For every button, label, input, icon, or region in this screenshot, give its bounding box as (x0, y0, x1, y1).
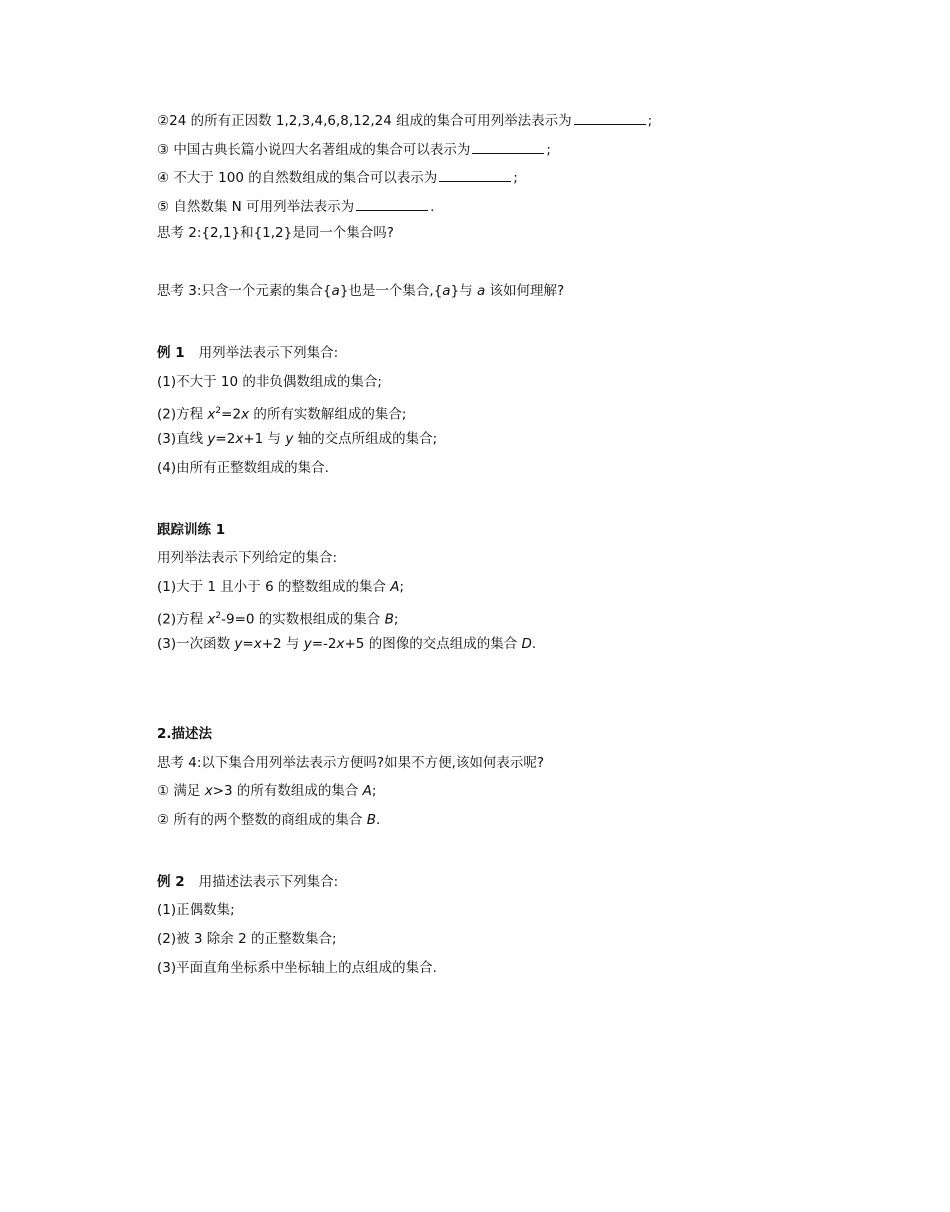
think-4-text: 思考 4:以下集合用列举法表示方便吗?如果不方便,该如何表示呢? (157, 754, 545, 771)
math-var: y (207, 431, 216, 448)
math-var: y (303, 636, 312, 653)
item-text: (1)正偶数集; (157, 902, 235, 919)
training-label: 跟踪训练 1 (157, 521, 226, 538)
item-text: (2)被 3 除余 2 的正整数集合; (157, 931, 337, 948)
math-var: x (207, 406, 216, 422)
math-var: x (241, 406, 250, 422)
item-text: (1)不大于 10 的非负偶数组成的集合; (157, 373, 382, 390)
question-2-line (157, 108, 877, 128)
answer-blank (356, 194, 428, 211)
text-fragment: (2)方程 (157, 406, 208, 422)
text-fragment: ; (371, 783, 377, 800)
question-5-text: ⑤ 自然数集 N 可用列举法表示为 (157, 199, 355, 216)
question-4-line (157, 165, 877, 185)
example-title: 用列举法表示下列集合: (198, 345, 339, 362)
section-2-item-2 (157, 810, 877, 830)
question-3-line (157, 137, 877, 157)
math-var: a (476, 283, 486, 300)
text-fragment: -9=0 的实数根组成的集合 (221, 611, 385, 628)
math-var: a (331, 283, 340, 300)
text-fragment: . (531, 636, 537, 653)
item-text: (4)由所有正整数组成的集合. (157, 459, 329, 476)
text-fragment: =2 (221, 406, 242, 422)
text-fragment: >3 的所有数组成的集合 (212, 783, 363, 800)
punct: ; (546, 141, 551, 158)
training-1-item-1 (157, 577, 877, 597)
text-fragment: ② 所有的两个整数的商组成的集合 (157, 812, 367, 829)
example-1-item-1 (157, 372, 877, 392)
example-label: 例 1 (157, 345, 185, 362)
section-2-item-1 (157, 781, 877, 801)
text-fragment: . (375, 812, 381, 829)
text-fragment: }与 (450, 283, 477, 300)
answer-blank (439, 165, 511, 182)
training-1-item-3 (157, 634, 877, 654)
math-var: x (207, 611, 216, 628)
question-4-text: ④ 不大于 100 的自然数组成的集合可以表示为 (157, 170, 438, 187)
think-2-text: 思考 2:{2,1}和{1,2}是同一个集合吗? (157, 224, 394, 241)
math-var: x (235, 431, 244, 448)
text-fragment: ; (399, 578, 405, 595)
example-1-item-2 (157, 401, 877, 421)
math-var: y (285, 431, 294, 448)
example-title: 用描述法表示下列集合: (198, 873, 339, 890)
math-var: B (366, 812, 376, 829)
math-var: a (442, 283, 451, 300)
text-fragment: +5 的图像的交点组成的集合 (344, 636, 522, 653)
text-fragment: 的所有实数解组成的集合; (249, 406, 407, 422)
math-var: A (362, 783, 372, 800)
text-fragment: =2 (215, 431, 236, 448)
text-fragment: (3)直线 (157, 431, 208, 448)
text-fragment: 轴的交点所组成的集合; (293, 431, 438, 448)
text-fragment: 该如何理解? (485, 283, 565, 300)
item-text: (3)平面直角坐标系中坐标轴上的点组成的集合. (157, 959, 437, 976)
text-fragment: = (242, 636, 254, 653)
math-var: y (234, 636, 243, 653)
question-2-text: ②24 的所有正因数 1,2,3,4,6,8,12,24 组成的集合可用列举法表示为 (157, 113, 572, 129)
punct: ; (513, 170, 518, 187)
text-fragment: ; (393, 611, 399, 628)
example-1-heading (157, 343, 877, 363)
text-fragment: (1)大于 1 且小于 6 的整数组成的集合 (157, 578, 391, 595)
text-fragment: +2 与 (261, 636, 304, 653)
punct: . (430, 199, 435, 216)
training-1-item-2 (157, 606, 877, 626)
example-1-item-4 (157, 458, 877, 478)
math-var: x (253, 636, 262, 653)
training-title: 用列举法表示下列给定的集合: (157, 550, 338, 567)
document-content (157, 108, 877, 987)
text-fragment: ① 满足 (157, 783, 205, 800)
math-var: x (204, 783, 213, 800)
example-1-item-3 (157, 429, 877, 449)
answer-blank (574, 108, 646, 125)
math-sup: 2 (215, 405, 222, 416)
example-2-item-1 (157, 900, 877, 920)
math-var: x (336, 636, 345, 653)
example-2-item-3 (157, 958, 877, 978)
question-3-text: ③ 中国古典长篇小说四大名著组成的集合可以表示为 (157, 141, 471, 158)
text-fragment: +1 与 (243, 431, 286, 448)
section-label: 2.描述法 (157, 726, 213, 742)
answer-blank (472, 137, 544, 154)
punct: ; (647, 113, 653, 129)
math-var: A (390, 578, 400, 595)
text-fragment: }也是一个集合,{ (339, 283, 443, 300)
text-fragment: (2)方程 (157, 611, 208, 628)
math-sup: 2 (215, 610, 222, 621)
text-fragment: 思考 3:只含一个元素的集合{ (157, 283, 332, 300)
math-var: D (521, 636, 532, 653)
think-4-line (157, 753, 877, 773)
text-fragment: (3)一次函数 (157, 636, 235, 653)
section-2-heading (157, 724, 877, 744)
math-var: B (384, 611, 394, 628)
think-2-line (157, 223, 877, 243)
example-label: 例 2 (157, 873, 185, 890)
think-3-line (157, 281, 877, 301)
training-1-title (157, 548, 877, 568)
example-2-item-2 (157, 929, 877, 949)
example-2-heading (157, 872, 877, 892)
text-fragment: =-2 (311, 636, 337, 653)
training-1-heading (157, 520, 877, 540)
question-5-line (157, 194, 877, 214)
